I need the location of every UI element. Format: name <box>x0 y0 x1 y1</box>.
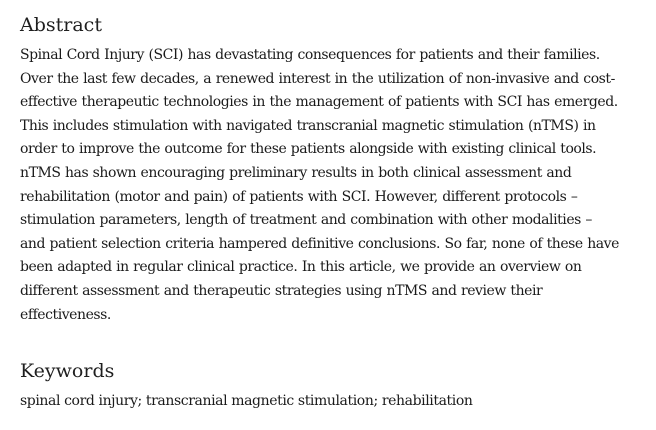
abstract-line: stimulation parameters, length of treatment and combination with other modalities – <box>20 212 592 229</box>
abstract-body <box>20 44 630 327</box>
keywords-list: spinal cord injury; transcranial magnetic stimulation; rehabilitation <box>20 393 473 409</box>
abstract-line: order to improve the outcome for these patients alongside with existing clinical tools. <box>20 141 597 158</box>
abstract-line: been adapted in regular clinical practice. In this article, we provide an overview on <box>20 259 582 276</box>
abstract-line: This includes stimulation with navigated transcranial magnetic stimulation (nTMS) in <box>20 117 596 134</box>
abstract-line: effectiveness. <box>20 306 111 323</box>
abstract-line: rehabilitation (motor and pain) of patients with SCI. However, different protocols – <box>20 188 578 205</box>
abstract-section <box>20 12 630 327</box>
article-front-matter <box>20 12 630 409</box>
abstract-line: nTMS has shown encouraging preliminary results in both clinical assessment and <box>20 164 572 181</box>
keywords-section <box>20 358 472 412</box>
abstract-heading: Abstract <box>20 14 102 36</box>
abstract-line: Spinal Cord Injury (SCI) has devastating consequences for patients and their families. <box>20 47 600 63</box>
abstract-line: Over the last few decades, a renewed interest in the utilization of non-invasive and cost- <box>20 70 615 87</box>
keywords-heading: Keywords <box>20 360 115 382</box>
abstract-line: and patient selection criteria hampered definitive conclusions. So far, none of these have <box>20 235 619 252</box>
abstract-line: different assessment and therapeutic strategies using nTMS and review their <box>20 282 543 299</box>
abstract-line: effective therapeutic technologies in the management of patients with SCI has emerged. <box>20 94 618 111</box>
